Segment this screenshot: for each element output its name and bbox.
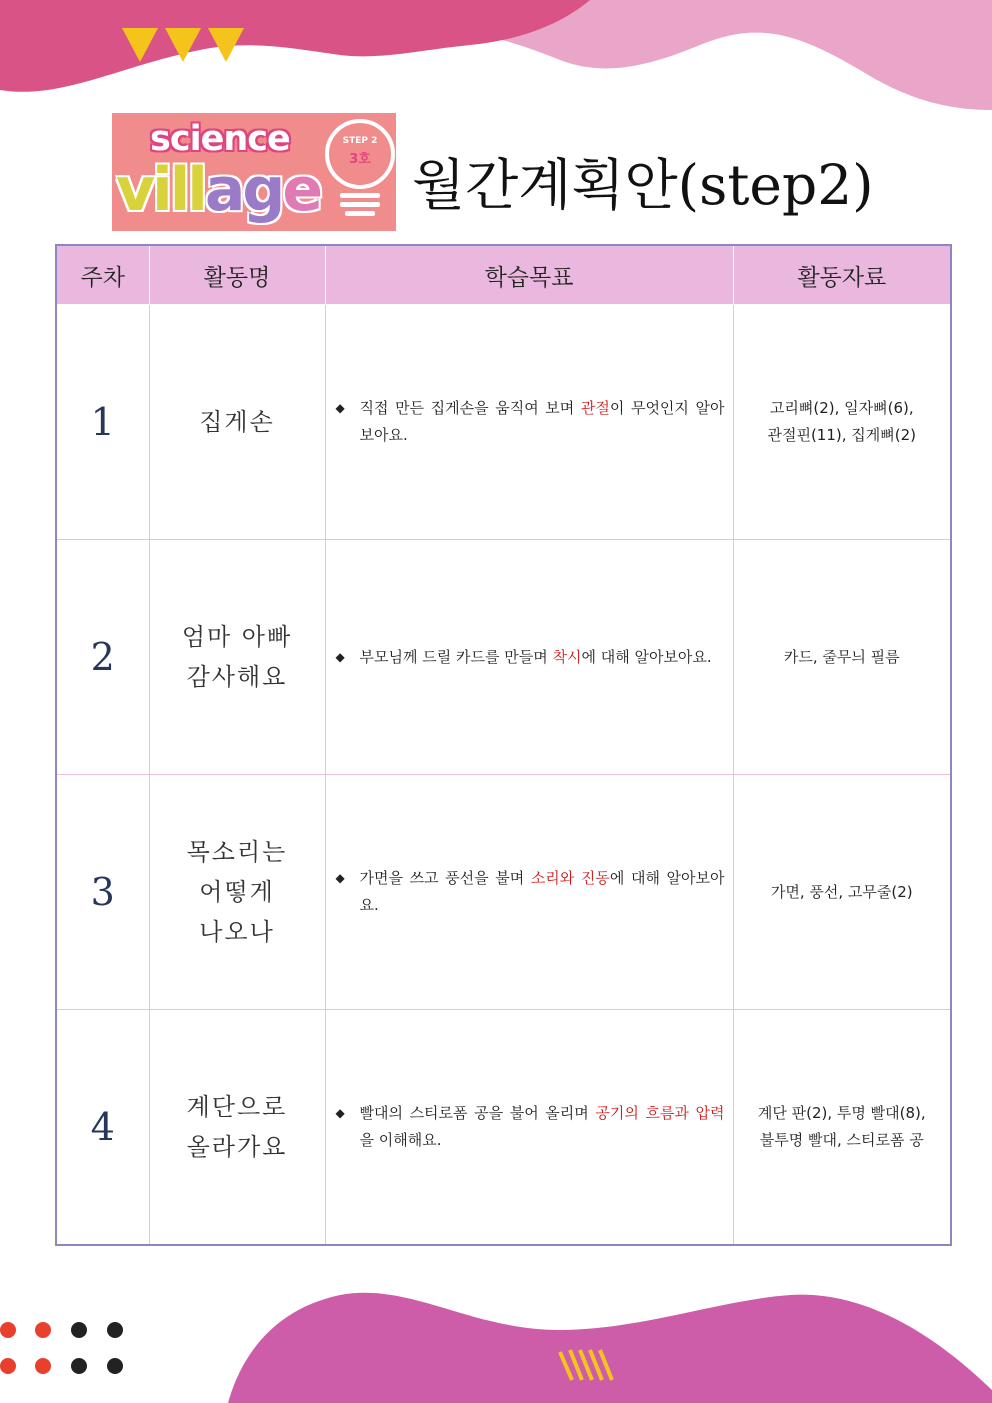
activity-line: 엄마 아빠 [181,623,293,651]
materials-line: 고리뼈(2), 일자뼈(6), [769,399,914,417]
activity-name [149,540,325,775]
week-number: 3 [56,775,149,1010]
top-pink-wave [0,0,590,92]
logo-word-science: science [150,119,290,159]
materials-line: 계단 판(2), 투명 빨대(8), [757,1104,926,1122]
diamond-bullet-icon: ◆ [335,649,345,664]
table-row [56,305,951,540]
goal-keyword: 소리와 진동 [530,869,610,887]
goal-text-part: 에 대해 알아보아요. [359,869,725,914]
learning-goal [325,1010,733,1246]
activity-materials [733,775,951,1010]
activity-materials [733,1010,951,1246]
logo-village-text: village [116,155,321,225]
logo-issue: 3호 [349,152,371,167]
materials-line: 가면, 풍선, 고무줄(2) [770,882,913,901]
activity-name [149,1010,325,1246]
science-village-logo [112,113,396,231]
week-number: 1 [56,305,149,540]
diamond-bullet-icon: ◆ [335,871,345,885]
bulb-base-line-3 [345,211,375,216]
goal-text-part: 빨대의 스티로폼 공을 불어 올리며 [359,1104,596,1122]
goal-text-part: 에 대해 알아보아요. [581,647,712,666]
activity-name [149,305,325,540]
activity-line: 목소리는 [186,838,288,866]
bulb-base-line-2 [340,202,380,207]
learning-goal [325,540,733,775]
activity-line: 어떻게 [199,878,275,906]
table-row [56,775,951,1010]
goal-text-part: 을 이해해요. [359,1131,442,1149]
diamond-bullet-icon: ◆ [335,1106,345,1120]
bottom-pink-wave [228,1293,992,1403]
goal-keyword: 착시 [552,647,582,666]
lightbulb-icon [325,119,395,189]
materials-line: 관절핀(11), 집게뼈(2) [767,426,916,444]
table-row [56,1010,951,1246]
goal-text [360,395,725,449]
goal-keyword: 관절 [580,399,610,417]
goal-keyword: 공기의 흐름과 압력 [595,1104,725,1122]
activity-line: 계단으로 [186,1093,288,1121]
logo-step: STEP 2 [342,136,378,146]
activity-name [149,775,325,1010]
materials-line: 불투명 빨대, 스티로폼 공 [759,1131,924,1149]
materials-line: 카드, 줄무늬 필름 [783,647,900,666]
monthly-plan-table [55,244,952,1246]
week-number: 4 [56,1010,149,1246]
goal-text [360,644,725,671]
activity-line: 올라가요 [186,1133,288,1161]
table-header-row [56,245,951,305]
logo-word-village [116,155,320,225]
activity-line: 나오나 [199,918,275,946]
bulb-base-line-1 [340,193,380,198]
header-activity: 활동명 [149,245,325,305]
goal-text-part: 부모님께 드릴 카드를 만들며 [359,647,553,666]
goal-text-part: 직접 만든 집게손을 움직여 보며 [359,399,581,417]
goal-text [360,865,725,919]
activity-line: 집게손 [199,408,275,436]
week-number: 2 [56,540,149,775]
page-title: 월간계획안(step2) [412,153,874,217]
learning-goal [325,775,733,1010]
table-row [56,540,951,775]
header-week: 주차 [56,245,149,305]
dot-pattern [0,1322,123,1374]
diamond-bullet-icon: ◆ [335,401,345,415]
goal-text [360,1100,725,1154]
header-goal: 학습목표 [325,245,733,305]
activity-materials [733,540,951,775]
activity-line: 감사해요 [186,663,288,691]
goal-text-part: 가면을 쓰고 풍선을 불며 [359,869,531,887]
activity-materials [733,305,951,540]
learning-goal [325,305,733,540]
header-materials: 활동자료 [733,245,951,305]
goal-text-part: 이 무엇인지 알아보아요. [359,399,725,444]
